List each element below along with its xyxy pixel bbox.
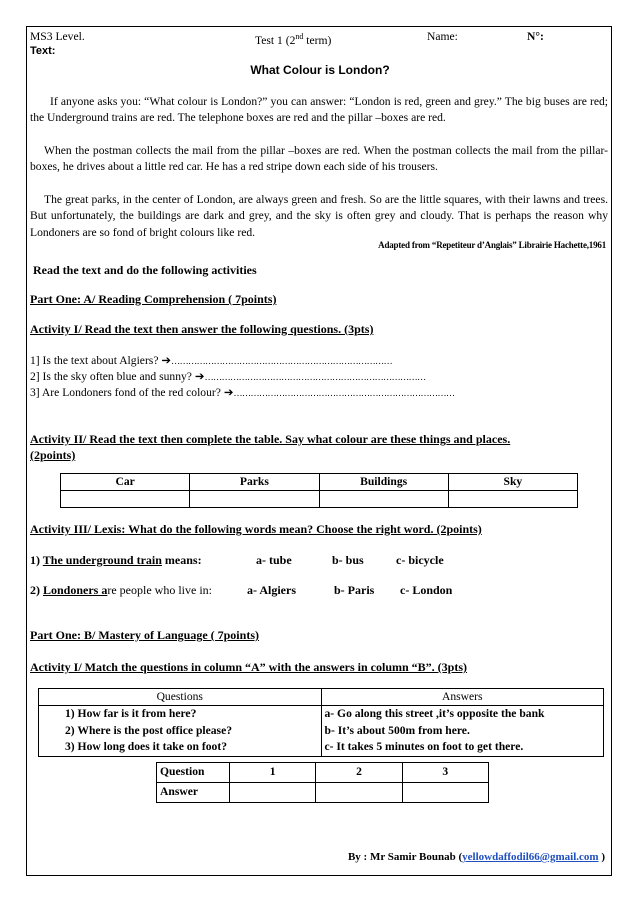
instruction-heading: Read the text and do the following activities bbox=[33, 263, 257, 277]
part-one-b-heading: Part One: B/ Mastery of Language ( 7points) bbox=[30, 628, 259, 642]
grid-answer-cell[interactable] bbox=[230, 783, 316, 803]
answers-header: Answers bbox=[321, 689, 604, 706]
question-2: 2] Is the sky often blue and sunny? ➔…………………………………………………………………… bbox=[30, 370, 426, 383]
column-header: Car bbox=[61, 474, 190, 491]
text-label: Text: bbox=[30, 45, 56, 57]
arrow-icon: ➔ bbox=[194, 370, 205, 383]
grid-answer-cell[interactable] bbox=[316, 783, 402, 803]
lexis-question-2: 2) Londoners are people who live in: bbox=[30, 583, 212, 597]
answer-grid bbox=[156, 762, 489, 803]
part-one-a-heading: Part One: A/ Reading Comprehension ( 7points) bbox=[30, 292, 277, 306]
question-1: 1] Is the text about Algiers? ➔…………………………………………………………………… bbox=[30, 354, 393, 367]
grid-number: 3 bbox=[402, 763, 488, 783]
arrow-icon: ➔ bbox=[161, 354, 172, 367]
option-bus[interactable]: b- bus bbox=[332, 553, 364, 567]
text-paragraph-1: If anyone asks you: “What colour is London?” you can answer: “London is red, green and grey.” The big buses are red; the Underground trains are red. The telephone boxes are red and the pillar –boxes are red. bbox=[30, 95, 608, 125]
questions-header: Questions bbox=[39, 689, 322, 706]
grid-answer-label: Answer bbox=[157, 783, 230, 803]
activity-2-title: Activity II/ Read the text then complete the table. Say what colour are these things and places. bbox=[30, 432, 511, 446]
list-item: b- It’s about 500m from here. bbox=[324, 723, 470, 737]
answer-cell[interactable] bbox=[190, 491, 319, 508]
name-label: Name: bbox=[427, 30, 458, 43]
colour-table bbox=[60, 473, 578, 508]
answers-list bbox=[321, 706, 604, 756]
list-item: 3) How long does it take on foot? bbox=[65, 740, 227, 754]
lexis-question-1: 1) The underground train means: bbox=[30, 553, 202, 567]
option-tube[interactable]: a- tube bbox=[256, 553, 292, 567]
text-paragraph-2: When the postman collects the mail from the pillar –boxes are red. When the postman collects the mail from the pillar-boxes, he drives about a little red car. He has a red stripe down each side of his trousers. bbox=[30, 144, 608, 174]
list-item: c- It takes 5 minutes on foot to get there. bbox=[324, 740, 524, 754]
option-london[interactable]: c- London bbox=[400, 583, 453, 597]
answer-cell[interactable] bbox=[319, 491, 448, 508]
author-footer: By : Mr Samir Bounab (yellowdaffodil66@gmail.com ) bbox=[347, 851, 605, 863]
grid-number: 2 bbox=[316, 763, 402, 783]
answer-blank[interactable]: …………………………………………………………………… bbox=[233, 388, 455, 398]
answer-blank[interactable]: …………………………………………………………………… bbox=[204, 372, 426, 382]
arrow-icon: ➔ bbox=[223, 386, 234, 399]
number-label: N°: bbox=[527, 30, 544, 43]
activity-2-points: (2points) bbox=[30, 448, 76, 462]
answer-blank[interactable]: …………………………………………………………………… bbox=[171, 356, 393, 366]
list-item: 2) Where is the post office please? bbox=[65, 723, 233, 737]
worksheet-page bbox=[26, 26, 612, 876]
activity-1-title: Activity I/ Read the text then answer the following questions. (3pts) bbox=[30, 322, 374, 336]
grid-answer-cell[interactable] bbox=[402, 783, 488, 803]
list-item: a- Go along this street ,it’s opposite the bank bbox=[324, 707, 545, 721]
activity-b1-title: Activity I/ Match the questions in column “A” with the answers in column “B”. (3pts) bbox=[30, 660, 468, 674]
option-bicycle[interactable]: c- bicycle bbox=[396, 553, 444, 567]
match-table bbox=[38, 688, 604, 757]
grid-number: 1 bbox=[230, 763, 316, 783]
level-label: MS3 Level. bbox=[30, 30, 85, 43]
option-paris[interactable]: b- Paris bbox=[334, 583, 375, 597]
source-citation: Adapted from “Repetiteur d’Anglais” Librairie Hachette,1961 bbox=[378, 240, 606, 250]
activity-3-title: Activity III/ Lexis: What do the following words mean? Choose the right word. (2points) bbox=[30, 522, 482, 536]
questions-list bbox=[39, 706, 322, 756]
answer-cell[interactable] bbox=[448, 491, 577, 508]
column-header: Sky bbox=[448, 474, 577, 491]
option-algiers[interactable]: a- Algiers bbox=[247, 583, 296, 597]
test-label: Test 1 (2nd term) bbox=[255, 32, 332, 47]
page-title: What Colour is London? bbox=[250, 63, 390, 77]
text-paragraph-3: The great parks, in the center of London, are always green and fresh. So are the little squares, with their lawns and trees. But unfortunately, the buildings are dark and grey, and the sky is often grey and cloudy. That is perhaps the reason why Londoners are so fond of bright colours like red. bbox=[30, 193, 608, 239]
column-header: Parks bbox=[190, 474, 319, 491]
column-header: Buildings bbox=[319, 474, 448, 491]
answer-cell[interactable] bbox=[61, 491, 190, 508]
list-item: 1) How far is it from here? bbox=[65, 707, 197, 721]
grid-question-label: Question bbox=[157, 763, 230, 783]
email-link[interactable]: yellowdaffodil66@gmail.com bbox=[462, 851, 599, 863]
question-3: 3] Are Londoners fond of the red colour? ➔…………………………………………………………………… bbox=[30, 386, 455, 399]
